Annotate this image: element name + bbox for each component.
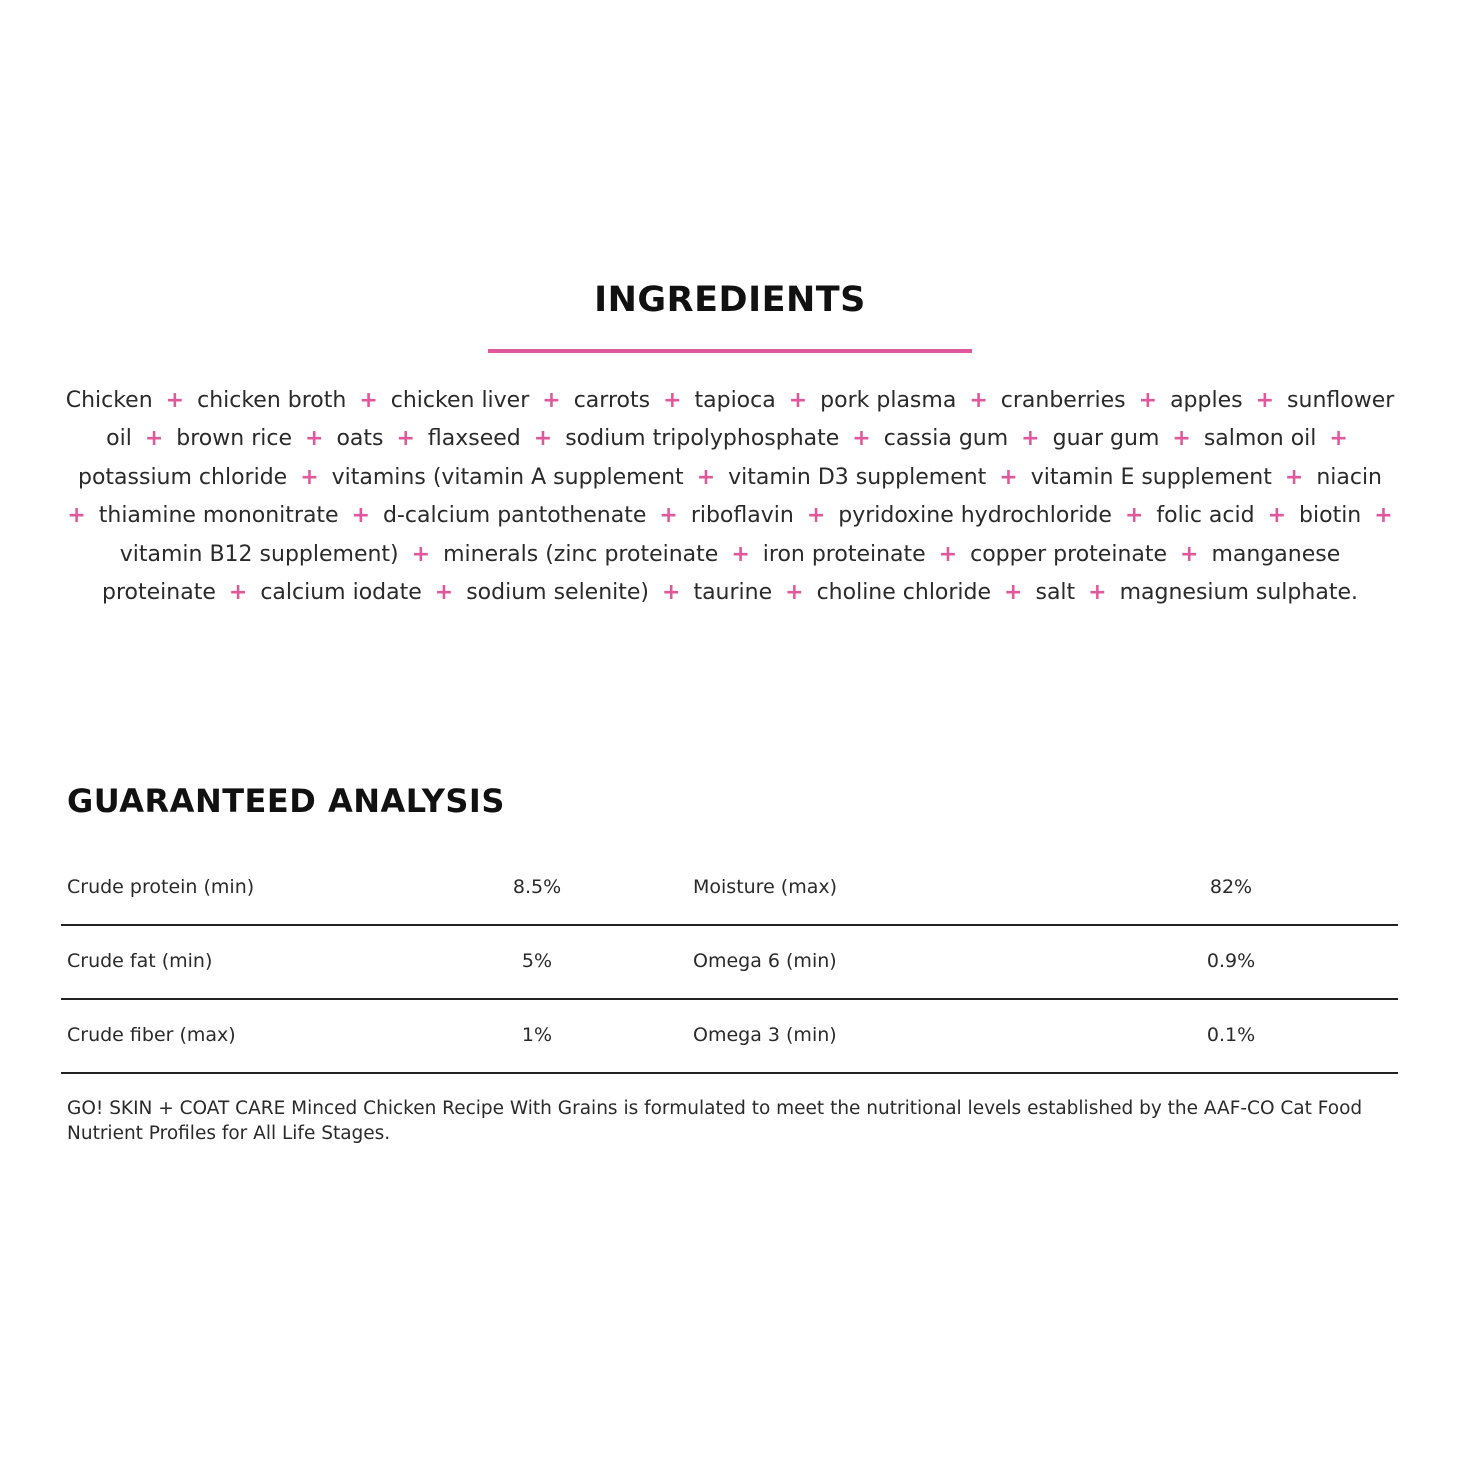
- ingredient-item: d-calcium pantothenate: [383, 503, 647, 529]
- nutrient-label: Crude fat (min): [67, 950, 213, 972]
- plus-separator: +: [1329, 426, 1348, 452]
- plus-separator: +: [662, 580, 681, 606]
- ingredient-item: sunflower oil: [106, 388, 1395, 452]
- plus-separator: +: [1374, 503, 1393, 529]
- ingredient-item: salt: [1035, 580, 1076, 606]
- ingredient-item: manganese proteinate: [102, 541, 1341, 606]
- plus-separator: +: [411, 541, 431, 567]
- ingredient-item: oats: [336, 426, 384, 452]
- ingredient-item: flaxseed: [427, 426, 521, 452]
- plus-separator: +: [228, 580, 248, 606]
- nutrient-value: 0.9%: [1206, 950, 1256, 972]
- plus-separator: +: [1172, 426, 1191, 452]
- nutrient-label: Crude fiber (max): [67, 1024, 236, 1046]
- ingredients-list: [60, 382, 1400, 612]
- plus-separator: +: [300, 464, 319, 490]
- ingredient-item: Chicken: [65, 388, 153, 413]
- guaranteed-analysis-heading: GUARANTEED ANALYSIS: [67, 782, 505, 820]
- guaranteed-analysis-table: [61, 852, 1398, 1074]
- nutrient-value: 8.5%: [512, 876, 562, 898]
- ingredient-item: niacin: [1316, 464, 1383, 490]
- ingredient-item: calcium iodate: [260, 580, 422, 606]
- plus-separator: +: [67, 503, 86, 529]
- plus-separator: +: [785, 580, 804, 606]
- ingredient-item: copper proteinate: [970, 541, 1168, 567]
- nutrient-label: Omega 3 (min): [693, 1024, 837, 1046]
- ingredient-item: cassia gum: [883, 426, 1009, 452]
- ingredient-item: carrots: [573, 388, 651, 413]
- ingredient-item: iron proteinate: [762, 541, 926, 567]
- plus-separator: +: [1284, 464, 1304, 490]
- ingredient-item: vitamin D3 supplement: [728, 464, 987, 490]
- ingredients-heading: INGREDIENTS: [594, 280, 866, 320]
- ingredient-item: chicken liver: [390, 388, 530, 413]
- plus-separator: +: [788, 388, 808, 413]
- nutrient-value: 82%: [1209, 876, 1253, 898]
- plus-separator: +: [999, 464, 1018, 490]
- ingredient-item: guar gum: [1052, 426, 1160, 452]
- plus-separator: +: [663, 388, 682, 413]
- plus-separator: +: [144, 426, 164, 452]
- ingredient-item: magnesium sulphate.: [1119, 580, 1358, 606]
- ingredient-item: vitamin E supplement: [1030, 464, 1272, 490]
- table-row: [61, 852, 1398, 926]
- ingredient-item: tapioca: [694, 388, 776, 413]
- plus-separator: +: [1138, 388, 1158, 413]
- plus-separator: +: [351, 503, 371, 529]
- plus-separator: +: [852, 426, 871, 452]
- plus-separator: +: [434, 580, 454, 606]
- ingredient-item: brown rice: [176, 426, 292, 452]
- plus-separator: +: [396, 426, 415, 452]
- ingredient-item: sodium selenite): [466, 580, 650, 606]
- plus-separator: +: [969, 388, 988, 413]
- ingredient-item: apples: [1170, 388, 1243, 413]
- table-row: [61, 1000, 1398, 1074]
- ingredient-item: cranberries: [1000, 388, 1126, 413]
- nutrient-label: Moisture (max): [693, 876, 838, 898]
- nutrient-value: 5%: [521, 950, 553, 972]
- plus-separator: +: [1088, 580, 1107, 606]
- plus-separator: +: [659, 503, 678, 529]
- plus-separator: +: [542, 388, 561, 413]
- ingredient-item: chicken broth: [197, 388, 347, 413]
- plus-separator: +: [938, 541, 958, 567]
- ingredient-item: salmon oil: [1203, 426, 1317, 452]
- plus-separator: +: [1255, 388, 1275, 413]
- table-row: [61, 926, 1398, 1000]
- ingredient-item: choline chloride: [816, 580, 992, 606]
- aafco-statement: GO! SKIN + COAT CARE Minced Chicken Recipe With Grains is formulated to meet the nutritional levels established by the AAF-CO Cat Food Nutrient Profiles for All Life Stages.: [67, 1098, 1363, 1144]
- plus-separator: +: [806, 503, 826, 529]
- ingredient-item: vitamins (vitamin A supplement: [331, 464, 684, 490]
- plus-separator: +: [731, 541, 750, 567]
- ingredient-item: sodium tripolyphosphate: [565, 426, 840, 452]
- ingredient-item: folic acid: [1156, 503, 1255, 529]
- nutrient-label: Omega 6 (min): [693, 950, 837, 972]
- ingredient-item: thiamine mononitrate: [98, 503, 339, 529]
- nutrient-value: 0.1%: [1206, 1024, 1256, 1046]
- ingredient-item: riboflavin: [690, 503, 794, 529]
- ingredients-heading-underline: [488, 349, 972, 353]
- plus-separator: +: [305, 426, 324, 452]
- plus-separator: +: [1004, 580, 1023, 606]
- ingredient-item: pork plasma: [820, 388, 957, 413]
- ingredient-item: potassium chloride: [77, 464, 288, 490]
- plus-separator: +: [165, 388, 185, 413]
- nutrient-value: 1%: [521, 1024, 553, 1046]
- plus-separator: +: [533, 426, 553, 452]
- plus-separator: +: [1267, 503, 1287, 529]
- plus-separator: +: [1180, 541, 1199, 567]
- ingredient-item: minerals (zinc proteinate: [443, 541, 719, 567]
- plus-separator: +: [359, 388, 378, 413]
- ingredient-item: taurine: [693, 580, 773, 606]
- ingredient-item: vitamin B12 supplement): [119, 541, 399, 567]
- nutrient-label: Crude protein (min): [67, 876, 255, 898]
- ingredient-item: biotin: [1299, 503, 1362, 529]
- plus-separator: +: [1124, 503, 1144, 529]
- plus-separator: +: [696, 464, 716, 490]
- ingredient-item: pyridoxine hydrochloride: [838, 503, 1112, 529]
- plus-separator: +: [1021, 426, 1040, 452]
